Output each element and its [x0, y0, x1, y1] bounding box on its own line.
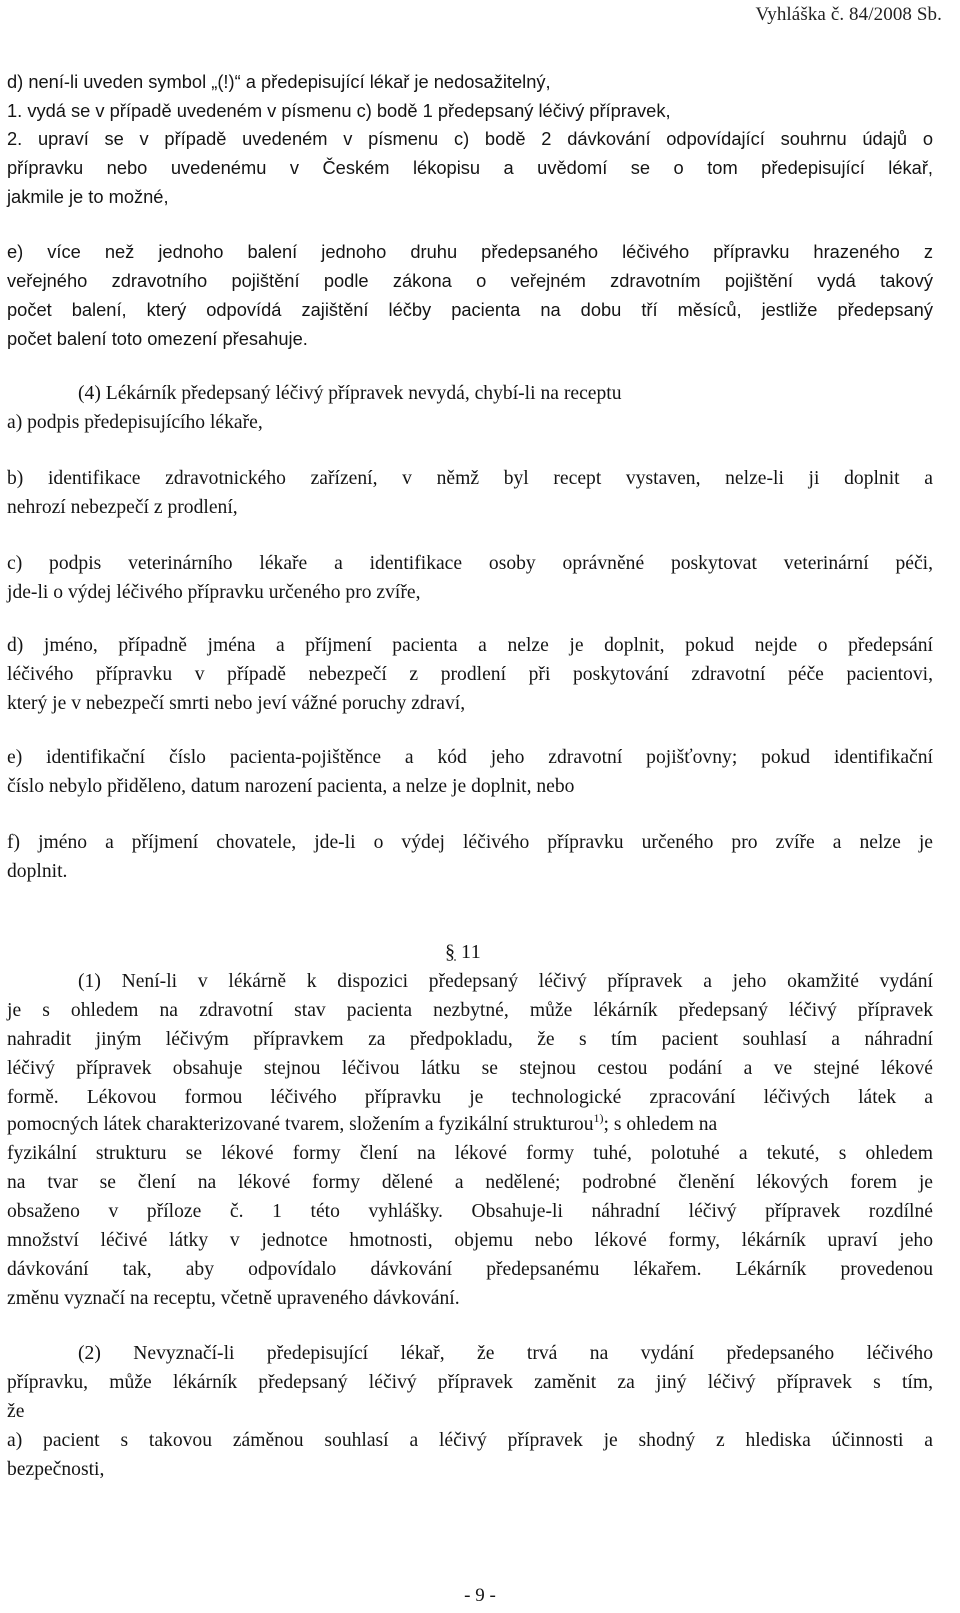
- section-11-paragraph-1: (1) Není-li v lékárně k dispozici předepsaný léčivý přípravek a jeho okamžité vydání: [78, 971, 933, 992]
- section-number: 11: [461, 941, 482, 963]
- section-11-paragraph-1-line: [7, 1111, 933, 1136]
- section-11-paragraph-1-line: nahradit jiným léčivým přípravkem za předpokladu, že s tím pacient souhlasí a náhradní: [7, 1029, 933, 1050]
- list-subitem-2: 2. upraví se v případě uvedeném v písmenu c) bodě 2 dávkování odpovídající souhrnu údajů o: [7, 128, 933, 149]
- page-number: - 9 -: [464, 1585, 496, 1606]
- paragraph-4-intro: (4) Lékárník předepsaný léčivý přípravek nevydá, chybí-li na receptu: [78, 383, 622, 404]
- section-11-paragraph-2-line: že: [7, 1401, 25, 1422]
- document-header: Vyhláška č. 84/2008 Sb.: [755, 4, 942, 25]
- section-11-paragraph-1-line: je s ohledem na zdravotní stav pacienta nezbytné, může lékárník předepsaný léčivý přípravek: [7, 1000, 933, 1021]
- paragraph-4-item-e: e) identifikační číslo pacienta-pojištěnce a kód jeho zdravotní pojišťovny; pokud identifikační: [7, 747, 933, 768]
- section-11-paragraph-2-item-a-cont: bezpečnosti,: [7, 1459, 105, 1480]
- paragraph-4-item-e-cont: číslo nebylo přiděleno, datum narození pacienta, a nelze je doplnit, nebo: [7, 776, 575, 797]
- list-item-e: e) více než jednoho balení jednoho druhu předepsaného léčivého přípravku hrazeného z: [7, 241, 933, 262]
- paragraph-4-item-f-cont: doplnit.: [7, 861, 68, 882]
- paragraph-4-item-b: b) identifikace zdravotnického zařízení, v němž byl recept vystaven, nelze-li ji doplnit a: [7, 468, 933, 489]
- paragraph-4-item-d-cont: léčivého přípravku v případě nebezpečí z prodlení při poskytování zdravotní péče pacientovi,: [7, 664, 933, 685]
- section-11-paragraph-1-line: obsaženo v příloze č. 1 této vyhlášky. Obsahuje-li náhradní léčivý přípravek rozdílné: [7, 1201, 933, 1222]
- list-item-d: d) není-li uveden symbol „(!)“ a předepisující lékař je nedosažitelný,: [7, 71, 551, 92]
- section-symbol: §: [445, 941, 456, 963]
- list-subitem-2-cont: jakmile je to možné,: [7, 186, 169, 207]
- paragraph-4-item-a: a) podpis předepisujícího lékaře,: [7, 412, 263, 433]
- paragraph-4-item-d: d) jméno, případně jména a příjmení pacienta a nelze je doplnit, pokud nejde o předepsání: [7, 635, 933, 656]
- section-11-paragraph-1-line: dávkování tak, aby odpovídalo dávkování předepsanému lékařem. Lékárník provedenou: [7, 1259, 933, 1280]
- paragraph-4-item-f: f) jméno a příjmení chovatele, jde-li o výdej léčivého přípravku určeného pro zvíře a nelze je: [7, 832, 933, 853]
- footnote-reference: 1): [593, 1111, 604, 1125]
- paragraph-4-item-c-cont: jde-li o výdej léčivého přípravku určeného pro zvíře,: [7, 582, 421, 603]
- section-11-paragraph-2-item-a: a) pacient s takovou záměnou souhlasí a léčivý přípravek je shodný z hlediska účinnosti a: [7, 1430, 933, 1451]
- section-11-paragraph-2: (2) Nevyznačí-li předepisující lékař, že trvá na vydání předepsaného léčivého: [78, 1343, 933, 1364]
- section-11-paragraph-1-line: množství léčivé látky v jednotce hmotnosti, objemu nebo lékové formy, lékárník upraví jeho: [7, 1230, 933, 1251]
- paragraph-4-item-b-cont: nehrozí nebezpečí z prodlení,: [7, 497, 238, 518]
- section-11-paragraph-1-line: na tvar se člení na lékové formy dělené a nedělené; podrobné členění lékových forem je: [7, 1172, 933, 1193]
- section-11-paragraph-1-line: léčivý přípravek obsahuje stejnou léčivou látku se stejnou cestou podání a ve stejné lékové: [7, 1058, 933, 1079]
- text-before-footnote: pomocných látek charakterizované tvarem, složením a fyzikální strukturou$^{1)}$; s ohledem na: [7, 1111, 718, 1135]
- section-11-paragraph-1-line: fyzikální strukturu se lékové formy člení na lékové formy tuhé, polotuhé a tekuté, s ohledem: [7, 1143, 933, 1164]
- section-11-paragraph-1-line: změnu vyznačí na receptu, včetně upraveného dávkování.: [7, 1288, 460, 1309]
- section-11-paragraph-2-line: přípravku, může lékárník předepsaný léčivý přípravek zaměnit za jiný léčivý přípravek s tím,: [7, 1372, 933, 1393]
- list-subitem-1: 1. vydá se v případě uvedeném v písmenu c) bodě 1 předepsaný léčivý přípravek,: [7, 100, 671, 121]
- list-subitem-2-cont: přípravku nebo uvedenému v Českém lékopisu a uvědomí se o tom předepisující lékař,: [7, 157, 933, 178]
- paragraph-4-item-d-cont: který je v nebezpečí smrti nebo jeví vážné poruchy zdraví,: [7, 693, 466, 714]
- section-heading: [445, 941, 481, 964]
- paragraph-4-item-c: c) podpis veterinárního lékaře a identifikace osoby oprávněné poskytovat veterinární péči,: [7, 553, 933, 574]
- list-item-e-cont: veřejného zdravotního pojištění podle zákona o veřejném zdravotním pojištění vydá takový: [7, 270, 933, 291]
- list-item-e-cont: počet balení toto omezení přesahuje.: [7, 328, 308, 349]
- list-item-e-cont: počet balení, který odpovídá zajištění léčby pacienta na dobu tří měsíců, jestliže předepsaný: [7, 299, 933, 320]
- section-11-paragraph-1-line: formě. Lékovou formou léčivého přípravku je technologické zpracování léčivých látek a: [7, 1087, 933, 1108]
